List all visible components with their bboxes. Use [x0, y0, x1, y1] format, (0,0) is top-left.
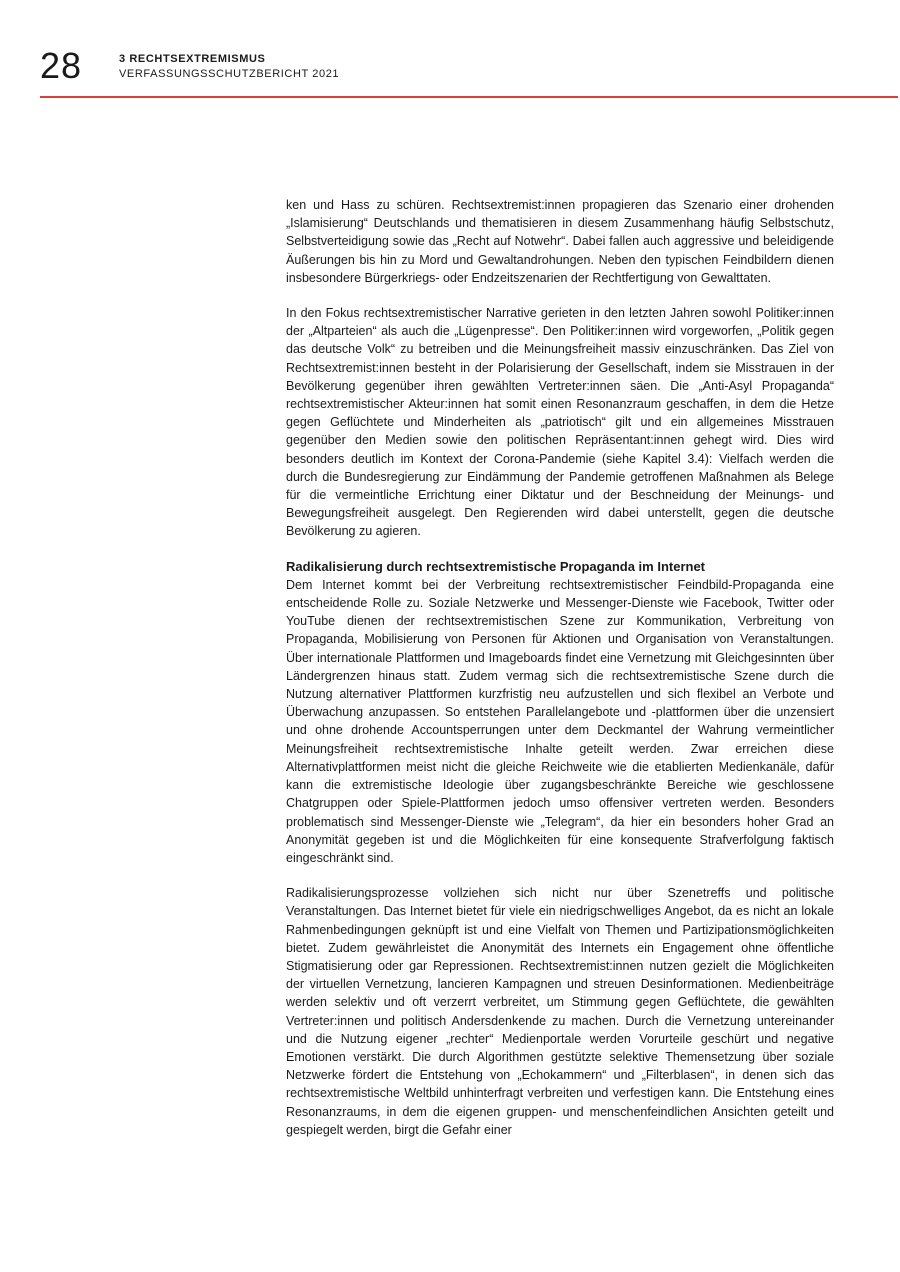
page-number: 28 — [40, 45, 83, 86]
chapter-title: 3 RECHTSEXTREMISMUS — [119, 53, 266, 65]
paragraph: Radikalisierungsprozesse vollziehen sich nicht nur über Szenetreffs und politische Veranstaltungen. Das Internet bietet für viele ein niedrigschwelliges Angebot, da es nicht an lokale Rahmenbedingungen geknüpft ist und eine Vielfalt von Themen und Partizipationsmöglichkeiten bietet. Zudem gewährleistet die Anonymität des Internets ein Engagement ohne öffentliche Stigmatisierung oder gar Repressionen. Rechtsextremist:innen nutzen gezielt die Möglichkeiten der virtuellen Vernetzung, lancieren Kampagnen und streuen Desinformationen. Medienbeiträge werden selektiv und oft verzerrt verbreitet, um Stimmung gegen Geflüchtete, die gewählten Vertreter:innen und politisch Andersdenkende zu machen. Durch die Vernetzung untereinander und die Nutzung eigener „rechter“ Medienportale werden Vorurteile geschürt und negative Emotionen verstärkt. Die durch Algorithmen gestützte selektive Themensetzung über soziale Netzwerke fördert die Entstehung von „Echokammern“ und „Filterblasen“, in denen sich das rechtsextremistische Weltbild unhinterfragt verbreiten und verfestigen kann. Die Entstehung eines Resonanzraums, in dem die eigenen gruppen- und menschenfeindlichen Ansichten geteilt und gespiegelt werden, birgt die Gefahr einer — [286, 886, 834, 1137]
paragraph: ken und Hass zu schüren. Rechtsextremist:innen propagieren das Szenario einer drohenden „Islamisierung“ Deutschlands und thematisieren in diesem Zusammenhang häufig Selbstschutz, Selbstverteidigung sowie das „Recht auf Notwehr“. Dabei fallen auch aggressive und beleidigende Äußerungen bis hin zu Mord und Gewaltandrohungen. Neben den typischen Feindbildern dienen insbesondere Bürgerkriegs- oder Endzeitszenarien der Rechtfertigung von Gewalttaten. — [286, 198, 834, 285]
main-content — [286, 196, 834, 1156]
header-divider — [40, 96, 898, 98]
paragraph: In den Fokus rechtsextremistischer Narrative gerieten in den letzten Jahren sowohl Politiker:innen der „Altparteien“ als auch die „Lügenpresse“. Den Politiker:innen wird vorgeworfen, „Politik gegen das deutsche Volk“ zu betreiben und die Meinungsfreiheit massiv einzuschränken. Das Ziel von Rechtsextremist:innen besteht in der Polarisierung der Gesellschaft, indem sie Misstrauen in der Bevölkerung gegenüber ihren gewählten Vertreter:innen säen. Die „Anti-Asyl Propaganda“ rechtsextremistischer Akteur:innen hat somit einen Resonanzraum geschaffen, in dem die Hetze gegen Geflüchtete und Minderheiten als „patriotisch“ gilt und ein allgemeines Misstrauen gegenüber den Medien sowie den politischen Repräsentant:innen gehegt wird. Dies wird besonders deutlich im Kontext der Corona-Pandemie (siehe Kapitel 3.4): Vielfach werden die durch die Bundesregierung zur Eindämmung der Pandemie getroffenen Maßnahmen als Belege für die vermeintliche Errichtung einer Diktatur und der Beschneidung der Meinungs- und Bewegungsfreiheit ausgelegt. Den Regierenden wird dabei unterstellt, gegen die deutsche Bevölkerung zu agieren. — [286, 306, 834, 539]
page-header — [0, 0, 900, 100]
report-title: VERFASSUNGSSCHUTZBERICHT 2021 — [119, 68, 340, 80]
paragraph: Dem Internet kommt bei der Verbreitung rechtsextremistischer Feindbild-Propaganda eine entscheidende Rolle zu. Soziale Netzwerke und Messenger-Dienste wie Facebook, Twitter oder YouTube dienen der rechtsextremistischen Szene zur Kommunikation, Verbreitung von Propaganda, Mobilisierung von Personen für Aktionen und Organisation von Veranstaltungen. Über internationale Plattformen und Imageboards findet eine Vernetzung mit Gleichgesinnten über Ländergrenzen hinaus statt. Zudem vermag sich die rechtsextremistische Szene durch die Nutzung alternativer Plattformen kurzfristig neu aufzustellen und sich flexibel an Verbote und Überwachung anzupassen. So entstehen Parallelangebote und -plattformen über die unzensiert und ohne drohende Accountsperrungen unter dem Deckmantel der Wahrung vermeintlicher Meinungsfreiheit rechtsextremistische Inhalte geteilt werden. Zwar erreichen diese Alternativplattformen meist nicht die gleiche Reichweite wie die etablierten Medienkanäle, dafür kann die extremistische Ideologie über zugangsbeschränkte Bereiche wie geschlossene Chatgruppen oder Spiele-Plattformen jedoch umso offensiver vertreten werden. Besonders problematisch sind Messenger-Dienste wie „Telegram“, da hier ein besonders hoher Grad an Anonymität gegeben ist und die Möglichkeiten für eine konsequente Strafverfolgung faktisch eingeschränkt sind. — [286, 577, 834, 865]
section-heading: Radikalisierung durch rechtsextremistische Propaganda im Internet — [286, 558, 706, 574]
